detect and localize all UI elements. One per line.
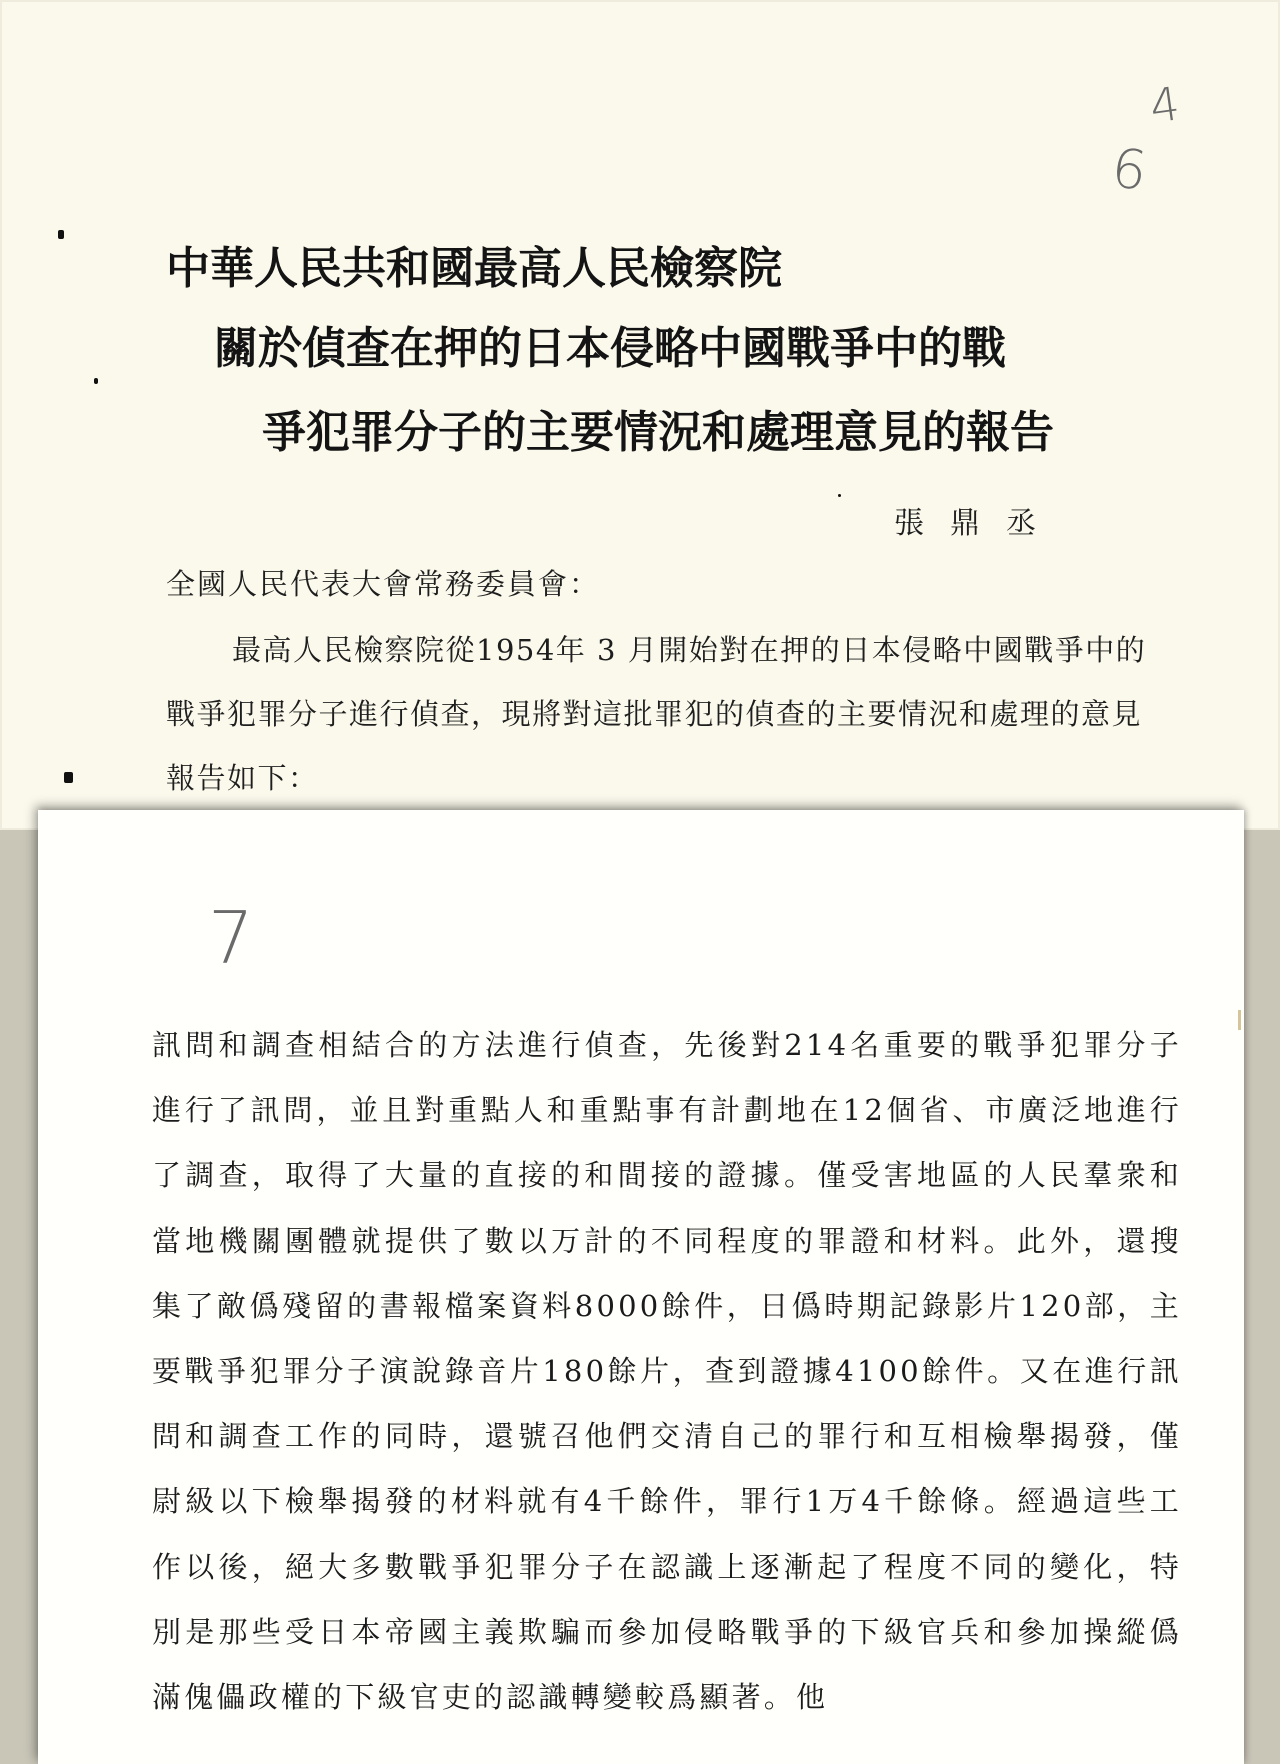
- scan-speck: [64, 772, 73, 783]
- pencil-page-number: 7: [208, 896, 254, 980]
- opening-paragraph: 最高人民檢察院從1954年 3 月開始對在押的日本侵略中國戰爭中的戰爭犯罪分子進行偵查，現將對這批罪犯的偵查的主要情況和處理的意見報告如下：: [166, 633, 1147, 795]
- pencil-note-a: 4: [1146, 76, 1183, 134]
- top-page: [0, 0, 1280, 830]
- report-title-line-3: 爭犯罪分子的主要情況和處理意見的報告: [262, 407, 1054, 458]
- paper-edge-mark: [1238, 1010, 1241, 1030]
- report-title-line-1: 中華人民共和國最高人民檢察院: [166, 243, 782, 294]
- report-title-line-2: 關於偵查在押的日本侵略中國戰爭中的戰: [214, 323, 1006, 374]
- pencil-note-b: 6: [1107, 135, 1151, 204]
- addressee: 全國人民代表大會常務委員會：: [166, 567, 601, 601]
- scan-speck: [838, 494, 841, 497]
- bottom-page: [38, 810, 1244, 1764]
- scan-speck: [58, 230, 64, 239]
- author-name: 張鼎丞: [894, 506, 1062, 541]
- body-paragraph: 訊問和調查相結合的方法進行偵查，先後對214名重要的戰爭犯罪分子進行了訊問，並且對重點人和重點事有計劃地在12個省、市廣泛地進行了調查，取得了大量的直接的和間接的證據。僅受害地區的人民羣衆和當地機關團體就提供了數以万計的不同程度的罪證和材料。此外，還搜集了敵僞殘留的書報檔案資料8000餘件，日僞時期記錄影片120部，主要戰爭犯罪分子演說錄音片180餘片，查到證據4100餘件。又在進行訊問和調查工作的同時，還號召他們交清自己的罪行和互相檢舉揭發，僅尉級以下檢舉揭發的材料就有4千餘件，罪行1万4千餘條。經過這些工作以後，絕大多數戰爭犯罪分子在認識上逐漸起了程度不同的變化，特別是那些受日本帝國主義欺騙而參加侵略戰爭的下級官兵和參加操縱僞滿傀儡政權的下級官吏的認識轉變較爲顯著。他: [152, 1028, 1182, 1715]
- scan-speck: [94, 378, 98, 384]
